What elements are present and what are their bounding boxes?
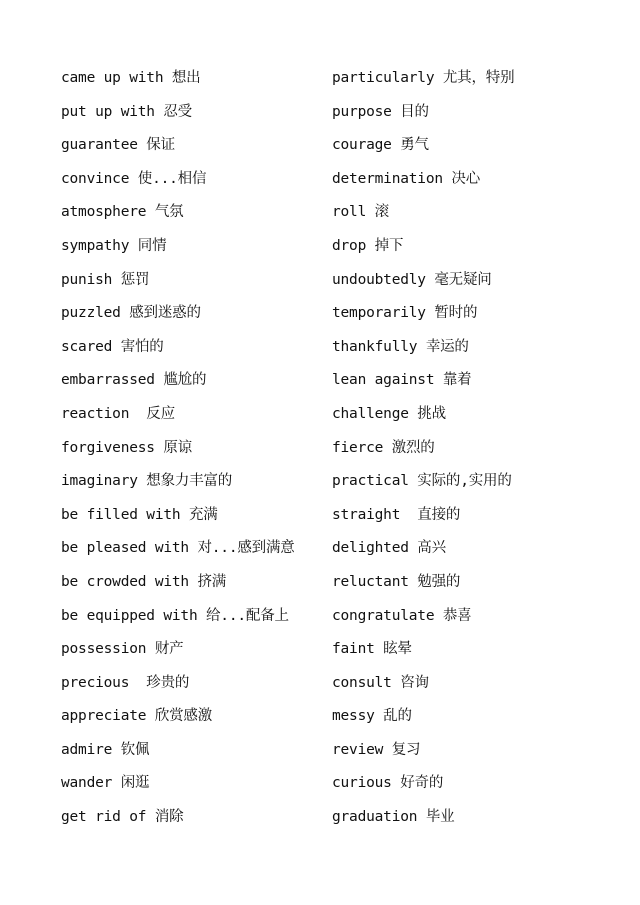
vocab-entry: reluctant 勉强的 xyxy=(332,573,461,590)
left-vocabulary-column xyxy=(61,62,321,835)
vocab-entry: sympathy 同情 xyxy=(61,237,167,254)
vocab-entry: curious 好奇的 xyxy=(332,775,444,792)
vocab-entry: review 复习 xyxy=(332,741,421,758)
vocab-entry: congratulate 恭喜 xyxy=(332,607,472,624)
vocab-entry: lean against 靠着 xyxy=(332,372,472,389)
vocab-entry: graduation 毕业 xyxy=(332,809,455,826)
vocab-entry: be filled with 充满 xyxy=(61,506,218,523)
vocab-entry: puzzled 感到迷惑的 xyxy=(61,305,201,322)
vocab-entry: temporarily 暂时的 xyxy=(332,305,478,322)
vocab-entry: possession 财产 xyxy=(61,641,184,658)
vocab-entry: reaction 反应 xyxy=(61,405,175,422)
vocab-entry: get rid of 消除 xyxy=(61,809,184,826)
vocab-entry: undoubtedly 毫无疑问 xyxy=(332,271,492,288)
vocab-entry: particularly 尤其，特别 xyxy=(332,70,515,86)
vocab-entry: admire 钦佩 xyxy=(61,741,150,758)
vocab-entry: appreciate 欣赏感激 xyxy=(61,708,213,725)
vocab-entry: consult 咨询 xyxy=(332,674,429,691)
vocab-entry: roll 滚 xyxy=(332,204,389,221)
vocab-entry: drop 掉下 xyxy=(332,237,404,254)
vocab-entry: fierce 激烈的 xyxy=(332,439,435,456)
vocab-entry: precious 珍贵的 xyxy=(61,674,190,691)
vocab-entry: came up with 想出 xyxy=(61,70,201,86)
vocab-entry: purpose 目的 xyxy=(332,103,429,120)
vocab-entry: be pleased with 对...感到满意 xyxy=(61,540,295,557)
vocab-entry: challenge 挑战 xyxy=(332,405,446,422)
right-vocabulary-column xyxy=(332,62,632,835)
vocab-entry: wander 闲逛 xyxy=(61,775,150,792)
vocab-entry: embarrassed 尴尬的 xyxy=(61,372,207,389)
vocab-entry: be crowded with 挤满 xyxy=(61,573,227,590)
vocab-entry: convince 使...相信 xyxy=(61,170,207,187)
vocab-entry: put up with 忍受 xyxy=(61,103,192,120)
vocab-entry: be equipped with 给...配备上 xyxy=(61,607,289,624)
vocab-entry: imaginary 想象力丰富的 xyxy=(61,473,233,490)
vocab-entry: punish 惩罚 xyxy=(61,271,150,288)
vocab-entry: atmosphere 气氛 xyxy=(61,204,184,221)
vocab-entry: faint 眩晕 xyxy=(332,641,412,658)
vocab-entry: scared 害怕的 xyxy=(61,338,164,355)
vocab-entry: determination 决心 xyxy=(332,170,481,187)
vocab-entry: thankfully 幸运的 xyxy=(332,338,469,355)
vocab-entry: forgiveness 原谅 xyxy=(61,439,192,456)
vocab-entry: messy 乱的 xyxy=(332,708,412,725)
vocab-entry: courage 勇气 xyxy=(332,137,429,154)
vocab-entry: practical 实际的,实用的 xyxy=(332,473,512,490)
vocab-entry: straight 直接的 xyxy=(332,506,461,523)
vocab-entry: delighted 高兴 xyxy=(332,540,446,557)
vocab-entry: guarantee 保证 xyxy=(61,137,175,154)
